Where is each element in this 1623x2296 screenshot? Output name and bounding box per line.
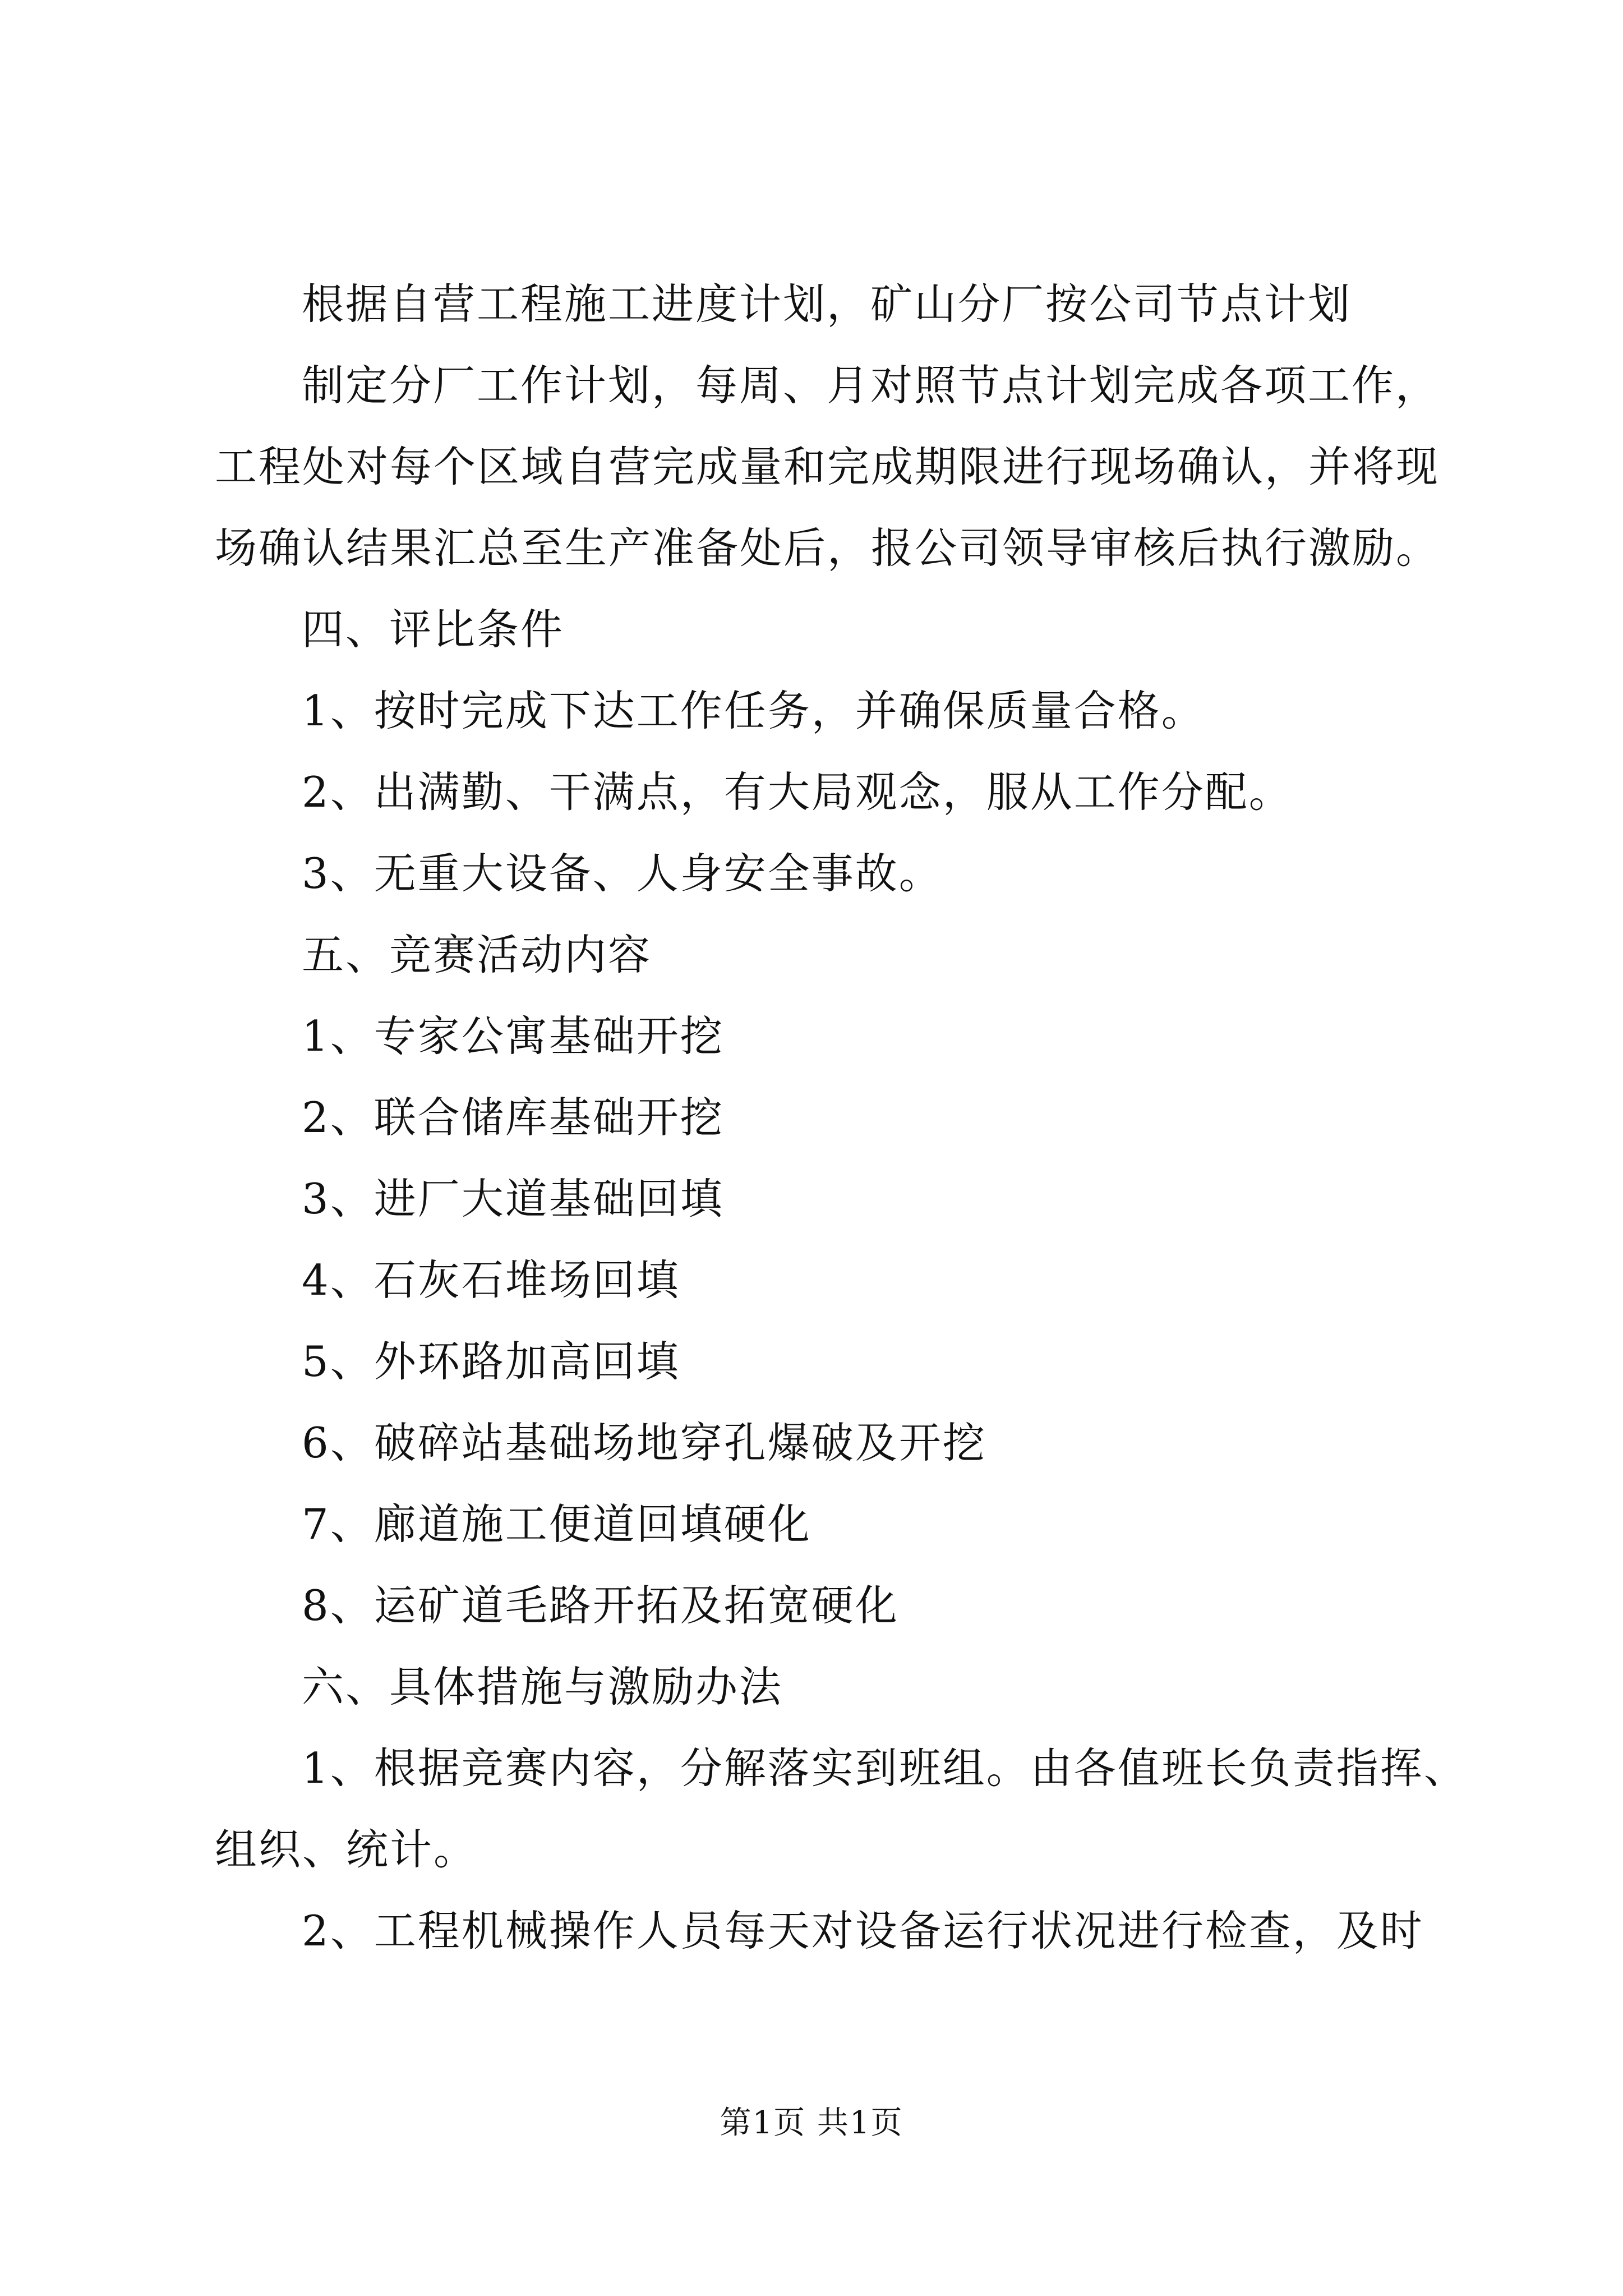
paragraph: 场确认结果汇总至生产准备处后，报公司领导审核后执行激励。 [215,523,1440,573]
list-item: 5、外环路加高回填 [302,1337,680,1386]
paragraph: 工程处对每个区域自营完成量和完成期限进行现场确认，并将现 [215,442,1440,491]
list-item: 1、按时完成下达工作任务，并确保质量合格。 [302,686,1205,735]
list-item: 2、出满勤、干满点，有大局观念，服从工作分配。 [302,767,1293,817]
list-item: 3、进厂大道基础回填 [302,1174,724,1223]
list-item: 2、工程机械操作人员每天对设备运行状况进行检查，及时 [302,1906,1424,1955]
list-item: 4、石灰石堆场回填 [302,1255,680,1305]
section-heading: 五、竞赛活动内容 [302,930,652,979]
paragraph: 根据自营工程施工进度计划，矿山分厂按公司节点计划 [302,279,1352,329]
paragraph: 制定分厂工作计划，每周、月对照节点计划完成各项工作， [302,361,1440,410]
list-item: 1、专家公寓基础开挖 [302,1011,724,1061]
list-item: 2、联合储库基础开挖 [302,1093,724,1142]
list-item: 7、廊道施工便道回填硬化 [302,1499,811,1549]
document-body [215,264,1468,1972]
list-item: 1、根据竞赛内容，分解落实到班组。由各值班长负责指挥、 [302,1743,1468,1793]
list-item-continuation: 组织、统计。 [215,1825,478,1874]
section-heading: 四、评比条件 [302,605,565,654]
list-item: 6、破碎站基础场地穿孔爆破及开挖 [302,1418,986,1467]
page-number-footer: 第1页 共1页 [720,2105,903,2141]
list-item: 3、无重大设备、人身安全事故。 [302,849,943,898]
section-heading: 六、具体措施与激励办法 [302,1662,783,1711]
list-item: 8、运矿道毛路开拓及拓宽硬化 [302,1581,899,1630]
